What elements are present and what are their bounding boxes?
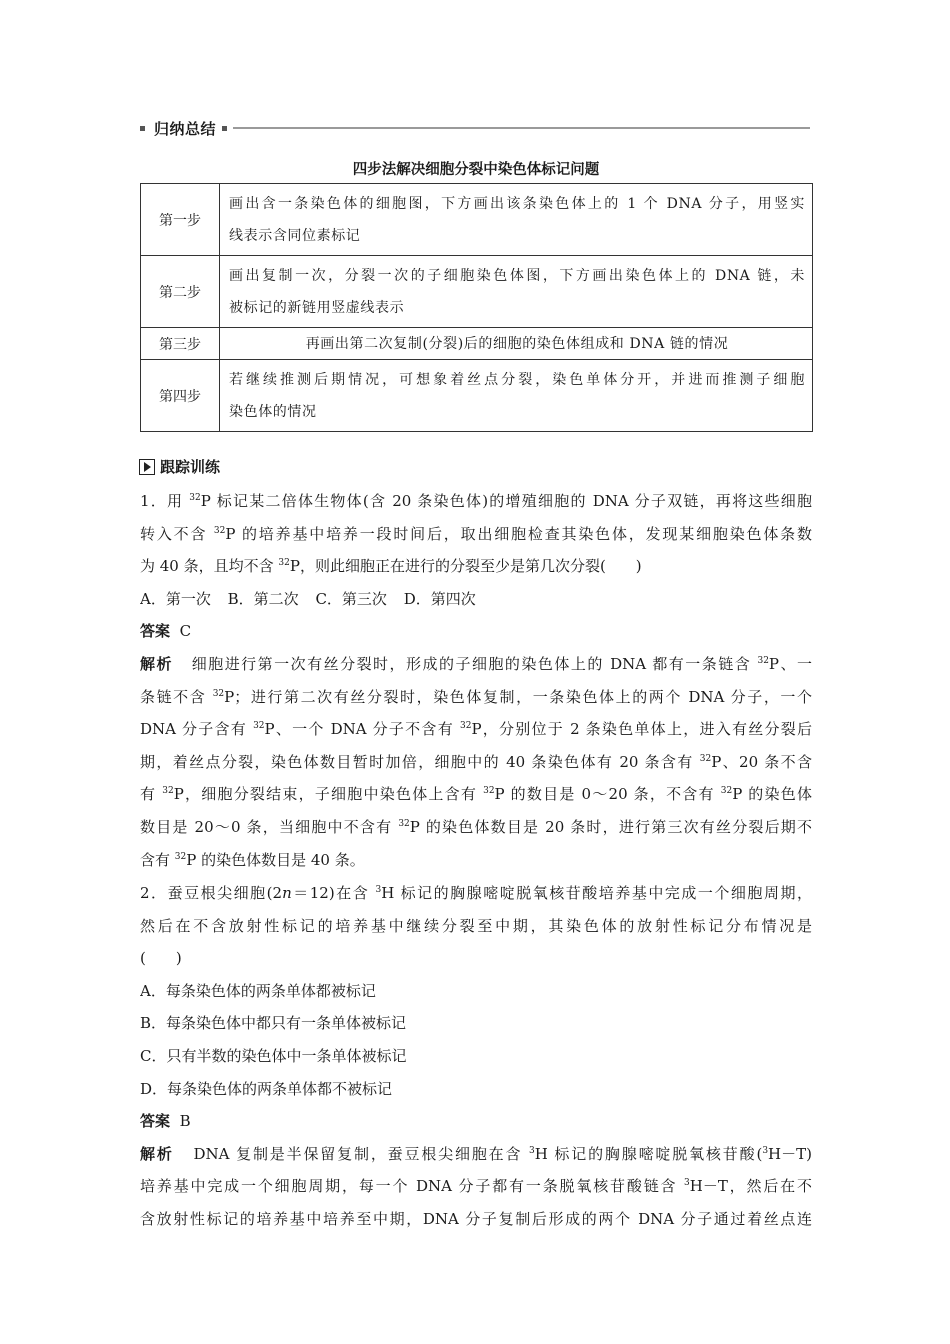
header-rule xyxy=(233,127,810,129)
description-line: 被标记的新链用竖虚线表示 xyxy=(229,300,405,316)
practice-title: 跟踪训练 xyxy=(160,458,221,476)
play-icon xyxy=(139,459,155,475)
question-text-line: ( ) xyxy=(140,949,182,968)
question-text-line: 1．用 $^{32}$P 标记某二倍体生物体(含 20 条染色体)的增殖细胞的 DNA 分子双链，再将这些细胞 xyxy=(140,492,812,510)
description-line: 若继续推测后期情况，可想象着丝点分裂，染色单体分开，并进而推测子细胞 xyxy=(229,372,805,388)
step-label: 第四步 xyxy=(141,360,220,432)
step-label: 第一步 xyxy=(141,184,220,256)
table-row xyxy=(141,360,813,432)
description-line: 染色体的情况 xyxy=(229,404,317,420)
step-description xyxy=(220,184,813,256)
analysis-line: 解析 DNA 复制是半保留复制，蚕豆根尖细胞在含 $^3$H 标记的胸腺嘧啶脱氧核苷酸($^3$H－T) xyxy=(140,1144,812,1163)
question-text-line: 然后在不含放射性标记的培养基中继续分裂至中期，其染色体的放射性标记分布情况是 xyxy=(140,916,812,935)
analysis-line: 期，着丝点分裂，染色体数目暂时加倍，细胞中的 40 条染色体有 20 条含有 $^{32}$P、20 条不含 xyxy=(140,752,812,771)
question-text-line: 为 40 条，且均不含 $^{32}$P，则此细胞正在进行的分裂至少是第几次分裂( ) xyxy=(140,557,642,576)
description-line: 线表示含同位素标记 xyxy=(229,228,361,244)
answer-line xyxy=(140,615,812,648)
option-d: D．每条染色体的两条单体都不被标记 xyxy=(140,1079,393,1098)
answer-value: C xyxy=(179,622,192,641)
answer-label: 答案 xyxy=(140,1112,171,1131)
analysis-label: 解析 xyxy=(140,1144,174,1163)
step-label: 第三步 xyxy=(141,328,220,360)
option-b: B．第二次 xyxy=(227,589,299,608)
option-a: A．第一次 xyxy=(140,589,211,608)
summary-title: 归纳总结 xyxy=(154,119,217,138)
step-description xyxy=(220,256,813,328)
answer-label: 答案 xyxy=(140,622,171,641)
question-text-line: 转入不含 $^{32}$P 的培养基中培养一段时间后，取出细胞检查其染色体，发现某细胞染色体条数 xyxy=(140,524,812,543)
question-1 xyxy=(140,485,812,876)
square-bullet-icon xyxy=(140,126,145,131)
analysis-label: 解析 xyxy=(140,654,173,673)
square-bullet-icon xyxy=(222,126,227,131)
summary-section-header xyxy=(140,118,810,138)
option-a: A．每条染色体的两条单体都被标记 xyxy=(140,981,376,1000)
practice-section-header xyxy=(139,456,220,477)
option-b: B．每条染色体中都只有一条单体被标记 xyxy=(140,1014,407,1033)
question-2 xyxy=(140,877,812,1236)
step-description xyxy=(220,360,813,432)
description-line: 画出含一条染色体的细胞图，下方画出该条染色体上的 1 个 DNA 分子，用竖实 xyxy=(229,196,805,212)
step-label: 第二步 xyxy=(141,256,220,328)
answer-value: B xyxy=(179,1112,191,1131)
option-d: D．第四次 xyxy=(403,589,476,608)
analysis-line: DNA 分子含有 $^{32}$P、一个 DNA 分子不含有 $^{32}$P，分别位于 2 条染色单体上，进入有丝分裂后 xyxy=(140,720,812,739)
answer-line xyxy=(140,1105,812,1138)
options-line xyxy=(140,583,812,616)
option-c: C．只有半数的染色体中一条单体被标记 xyxy=(140,1046,407,1065)
question-text-line: 2．蚕豆根尖细胞(2n＝12)在含 $^3$H 标记的胸腺嘧啶脱氧核苷酸培养基中完成一个细胞周期， xyxy=(140,884,812,902)
analysis-line: 含有 $^{32}$P 的染色体数目是 40 条。 xyxy=(140,850,365,869)
analysis-line: 解析 细胞进行第一次有丝分裂时，形成的子细胞的染色体上的 DNA 都有一条链含 $^{32}$P、一 xyxy=(140,654,812,673)
four-step-table xyxy=(140,183,813,432)
step-description xyxy=(220,328,813,360)
description-line: 画出复制一次，分裂一次的子细胞染色体图，下方画出染色体上的 DNA 链，未 xyxy=(229,268,805,284)
table-title: 四步法解决细胞分裂中染色体标记问题 xyxy=(352,162,600,178)
analysis-line: 含放射性标记的培养基中培养至中期，DNA 分子复制后形成的两个 DNA 分子通过着丝点连 xyxy=(140,1209,812,1228)
analysis-line: 培养基中完成一个细胞周期，每一个 DNA 分子都有一条脱氧核苷酸链含 $^3$H－T，然后在不 xyxy=(140,1177,812,1196)
analysis-line: 数目是 20～0 条，当细胞中不含有 $^{32}$P 的染色体数目是 20 条时，进行第三次有丝分裂后期不 xyxy=(140,817,812,836)
table-row xyxy=(141,256,813,328)
analysis-line: 有 $^{32}$P，细胞分裂结束，子细胞中染色体上含有 $^{32}$P 的数目是 0～20 条，不含有 $^{32}$P 的染色体 xyxy=(140,785,812,804)
description-line: 再画出第二次复制(分裂)后的细胞的染色体组成和 DNA 链的情况 xyxy=(305,336,729,352)
table-row xyxy=(141,184,813,256)
option-c: C．第三次 xyxy=(315,589,387,608)
table-row xyxy=(141,328,813,360)
analysis-line: 条链不含 $^{32}$P；进行第二次有丝分裂时，染色体复制，一条染色体上的两个 DNA 分子，一个 xyxy=(140,687,812,706)
